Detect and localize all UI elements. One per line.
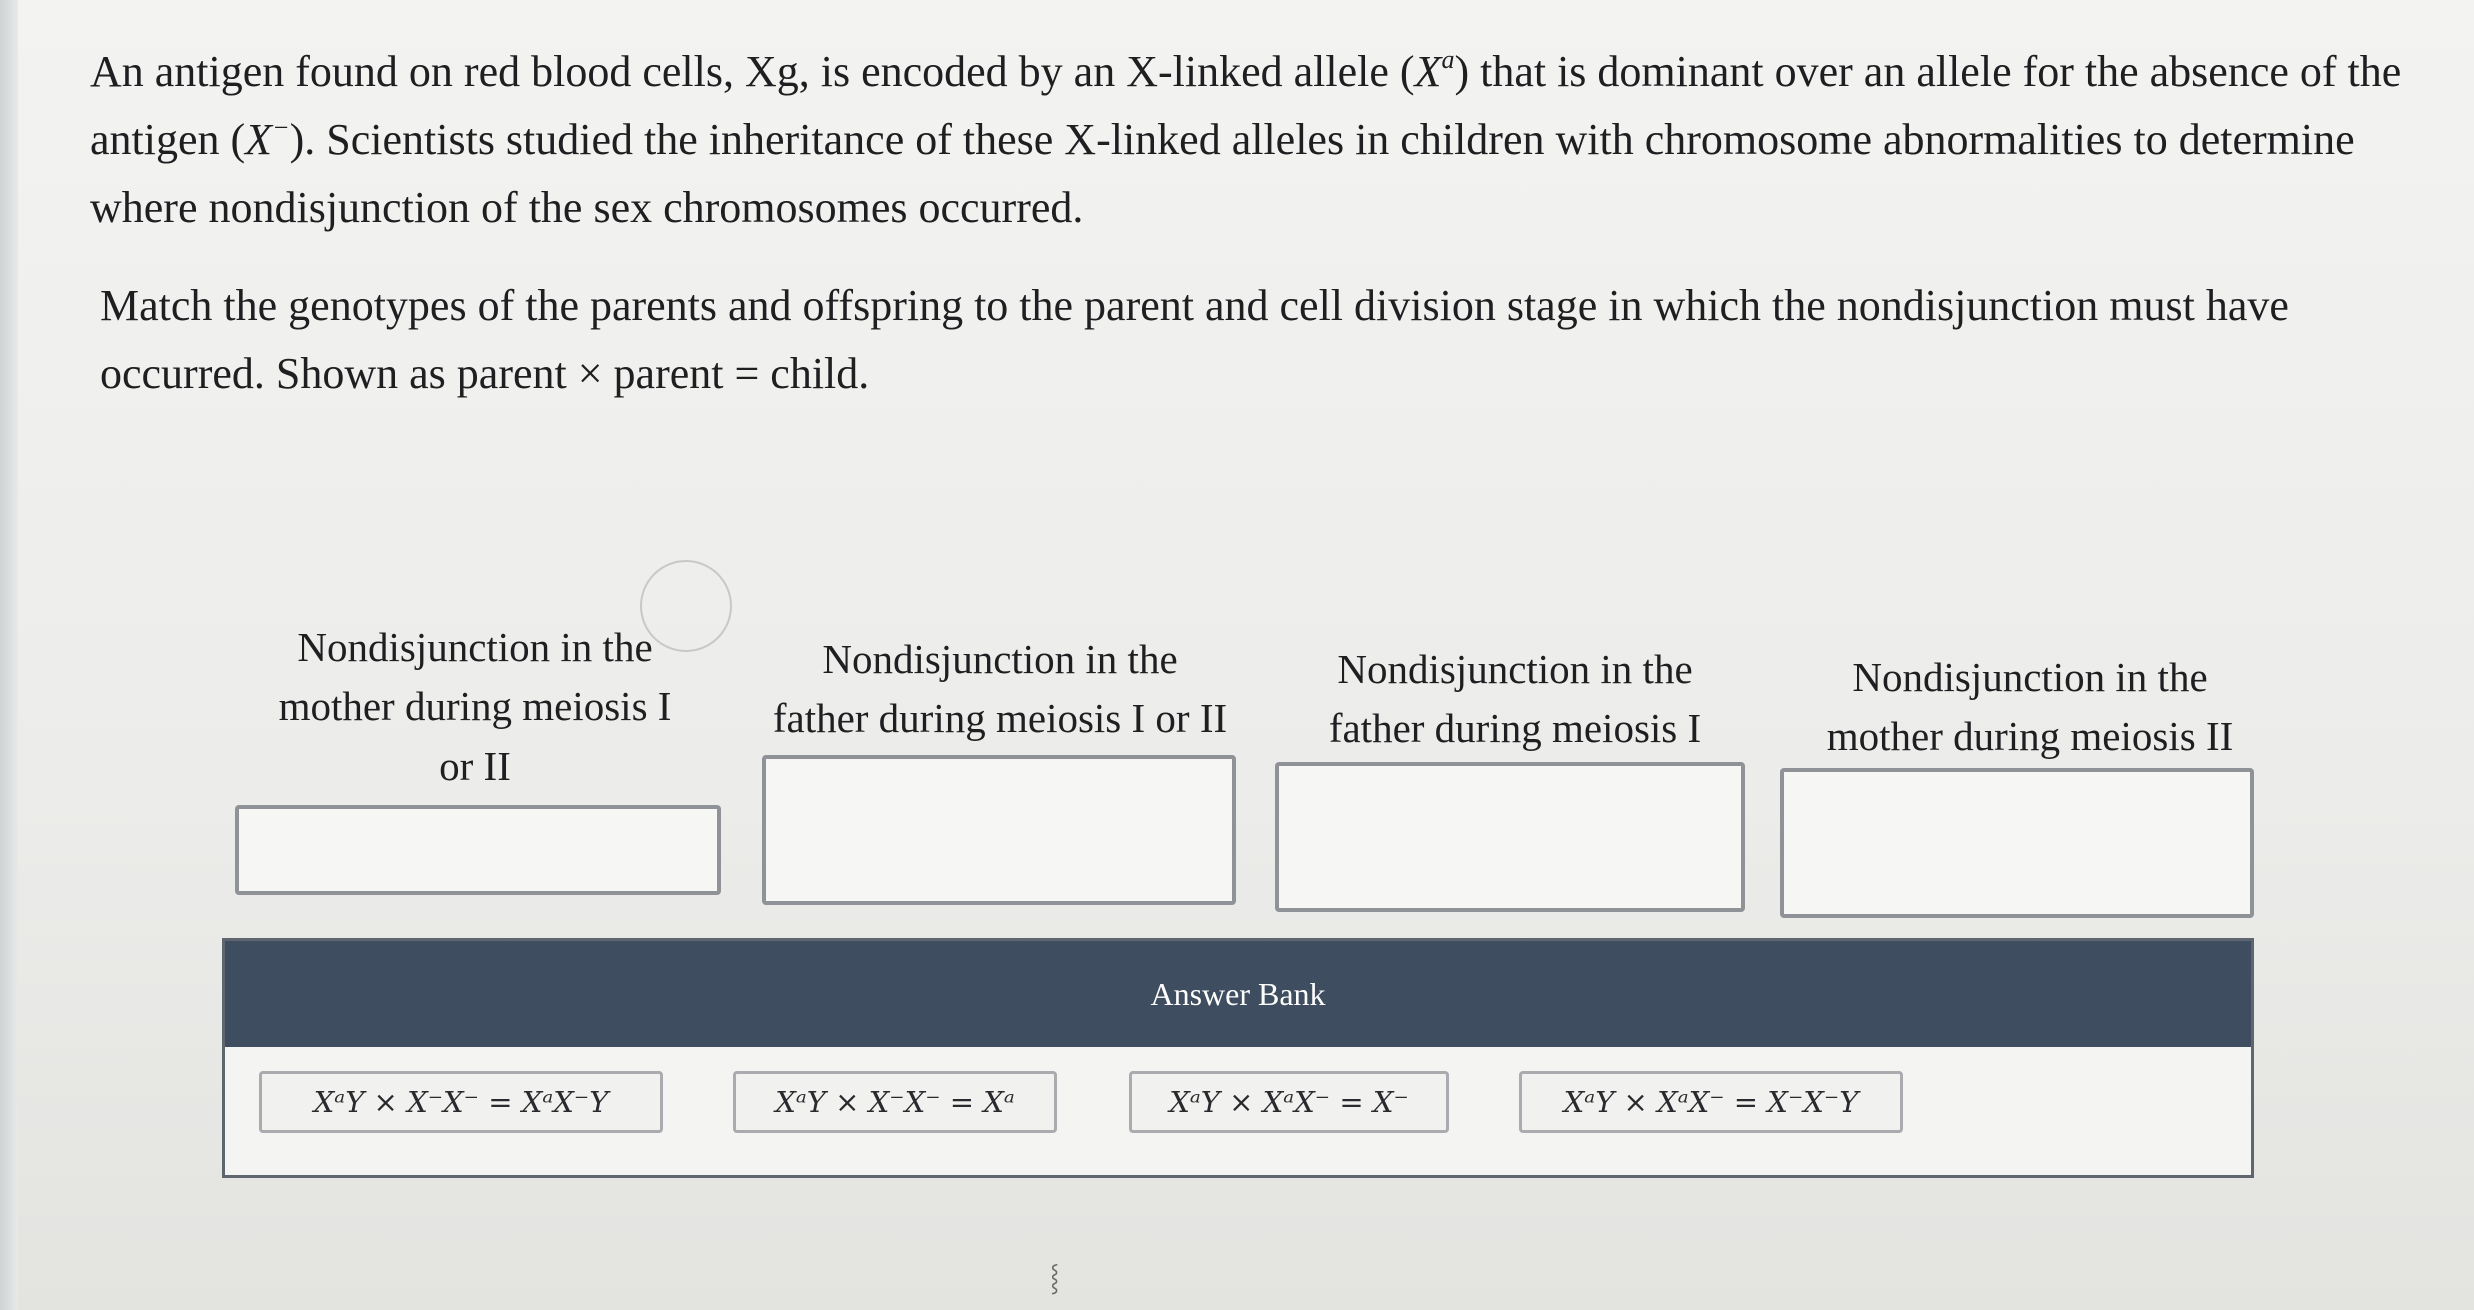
answer-bank-header: Answer Bank	[225, 941, 2251, 1047]
answer-chip[interactable]: XᵃY × X⁻X⁻ = XᵃX⁻Y	[259, 1071, 663, 1133]
answer-bank	[222, 938, 2254, 1178]
target-mother-meiosis-i-or-ii	[240, 618, 710, 796]
target-mother-meiosis-ii	[1800, 648, 2260, 767]
drop-zone-father-meiosis-i[interactable]	[1275, 762, 1745, 912]
drop-zone-father-meiosis-i-or-ii[interactable]	[762, 755, 1236, 905]
target-label: Nondisjunction in the mother during meiosis I or II	[278, 624, 672, 789]
drop-zone-mother-meiosis-ii[interactable]	[1780, 768, 2254, 918]
answer-chip[interactable]: XᵃY × XᵃX⁻ = X⁻	[1129, 1071, 1449, 1133]
question-paragraph-1: An antigen found on red blood cells, Xg, is encoded by an X-linked allele $(X^a)$ that is dominant over an allele for the absence of the antigen (X−). Scientists studied the inheritance of these X-linked alleles in children with chromosome abnormalities to determine where nondisjunction of the sex chromosomes occurred.	[90, 45, 2402, 233]
cursor-icon: ⸾	[1050, 1263, 1060, 1293]
drop-zone-mother-meiosis-i-or-ii[interactable]	[235, 805, 721, 895]
target-father-meiosis-i	[1310, 640, 1720, 759]
window-edge	[0, 0, 18, 1310]
target-father-meiosis-i-or-ii	[760, 630, 1240, 749]
target-label: Nondisjunction in the mother during meiosis II	[1826, 654, 2234, 760]
answer-chip[interactable]: XᵃY × XᵃX⁻ = X⁻X⁻Y	[1519, 1071, 1903, 1133]
target-label: Nondisjunction in the father during meiosis I	[1328, 646, 1702, 752]
target-label: Nondisjunction in the father during meiosis I or II	[772, 636, 1228, 742]
answer-chip[interactable]: XᵃY × X⁻X⁻ = Xᵃ	[733, 1071, 1057, 1133]
question-paragraph-2: Match the genotypes of the parents and offspring to the parent and cell division stage in which the nondisjunction must have occurred. Shown as parent × parent = child.	[100, 281, 2289, 399]
